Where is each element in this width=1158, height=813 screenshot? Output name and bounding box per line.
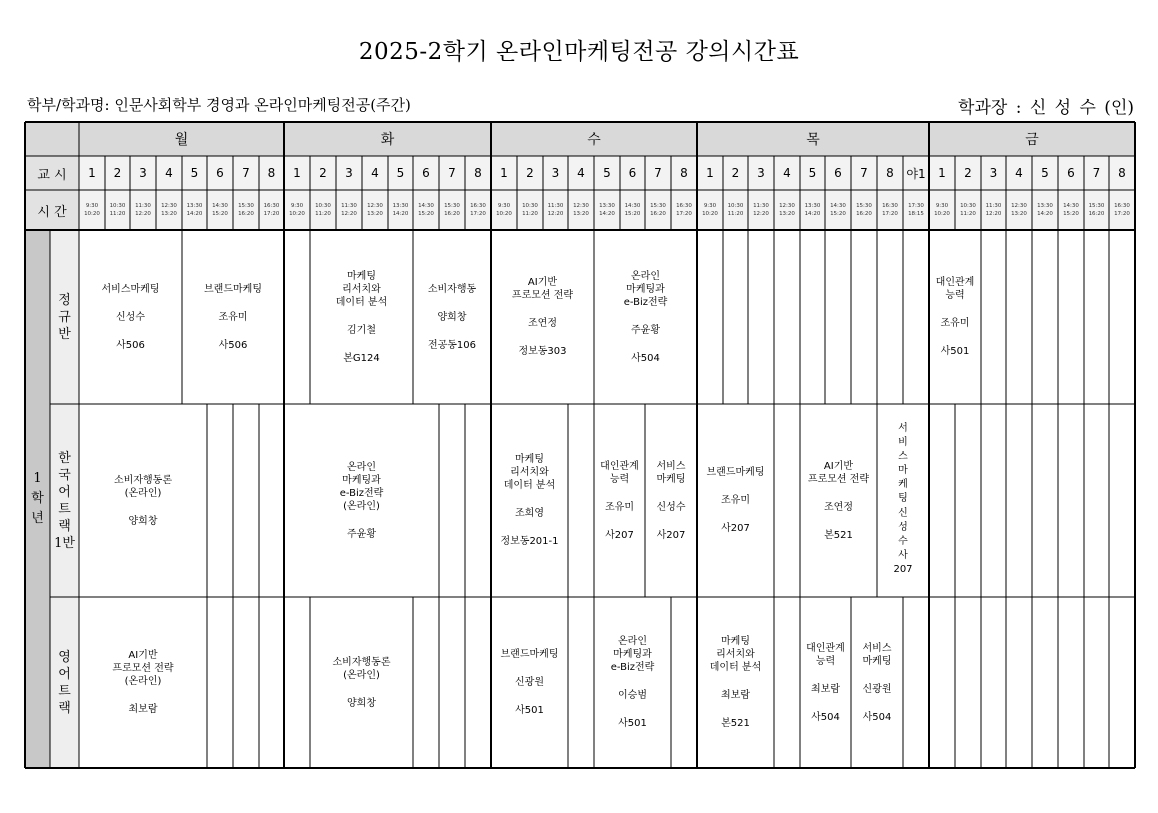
course-vertical-char: 수 bbox=[898, 535, 908, 547]
period-number: 3 bbox=[551, 166, 560, 180]
time-end: 16:20 bbox=[444, 211, 460, 217]
course-name: 온라인 마케팅과 e-Biz전략 (온라인) bbox=[339, 461, 384, 512]
course-name: 마케팅 리서치와 데이터 분석 bbox=[335, 270, 388, 308]
period-number: 4 bbox=[577, 166, 585, 180]
course-instructor: 조희영 bbox=[515, 508, 544, 519]
time-end: 12:20 bbox=[547, 211, 564, 217]
chair-signature: 학과장 : 신 성 수 (인) bbox=[958, 98, 1134, 118]
period-number: 5 bbox=[1041, 166, 1049, 180]
time-start: 16:30 bbox=[470, 203, 486, 209]
course-vertical-char: 케 bbox=[898, 479, 908, 490]
course-name: 브랜드마케팅 bbox=[204, 283, 262, 295]
course-room: 사501 bbox=[940, 346, 970, 357]
department-label: 학부/학과명: 인문사회학부 경영과 온라인마케팅전공(주간) bbox=[27, 96, 411, 114]
time-start: 14:30 bbox=[624, 203, 641, 209]
course-name: 대인관계 능력 bbox=[806, 642, 845, 667]
period-number: 3 bbox=[345, 166, 353, 180]
time-end: 11:20 bbox=[727, 211, 744, 217]
course-name: 대인관계 능력 bbox=[935, 277, 975, 301]
course-name: 서비스 마케팅 bbox=[862, 642, 892, 667]
time-start: 11:30 bbox=[341, 203, 357, 209]
period-number: 야1 bbox=[906, 166, 926, 181]
time-start: 10:30 bbox=[109, 203, 126, 209]
period-number: 6 bbox=[422, 166, 430, 180]
time-start: 13:30 bbox=[804, 203, 821, 209]
course-instructor: 조연정 bbox=[824, 501, 853, 513]
course-room: 정보동303 bbox=[518, 346, 567, 357]
course-name: 온라인 마케팅과 e-Biz전략 bbox=[623, 270, 668, 308]
time-end: 13:20 bbox=[779, 211, 795, 217]
period-number: 3 bbox=[757, 166, 765, 180]
time-start: 9:30 bbox=[497, 203, 511, 209]
course-name: 서비스 마케팅 bbox=[656, 460, 686, 485]
course-name: 브랜드마케팅 bbox=[706, 467, 765, 478]
time-start: 14:30 bbox=[1063, 203, 1079, 209]
time-start: 16:30 bbox=[1114, 203, 1130, 209]
time-start: 13:30 bbox=[1037, 203, 1053, 209]
course-name: AI기반 프로모션 전략 (온라인) bbox=[112, 650, 174, 687]
period-number: 6 bbox=[834, 166, 842, 180]
time-start: 17:30 bbox=[908, 203, 924, 209]
time-start: 9:30 bbox=[703, 203, 717, 209]
course-name: 브랜드마케팅 bbox=[500, 649, 559, 660]
course-vertical-char: 스 bbox=[898, 451, 908, 462]
time-end: 14:20 bbox=[599, 211, 615, 217]
time-start: 16:30 bbox=[263, 203, 280, 209]
time-end: 14:20 bbox=[804, 211, 821, 217]
day-label: 목 bbox=[806, 132, 820, 148]
time-end: 11:20 bbox=[109, 211, 126, 217]
period-number: 7 bbox=[448, 166, 456, 180]
period-number: 6 bbox=[1067, 166, 1075, 180]
course-instructor: 최보람 bbox=[811, 683, 840, 695]
course-instructor: 조유미 bbox=[721, 495, 750, 506]
course-room: 전공동106 bbox=[427, 339, 477, 351]
time-start: 11:30 bbox=[985, 203, 1002, 209]
time-start: 15:30 bbox=[856, 203, 872, 209]
group-text: 정 규 반 bbox=[58, 292, 71, 342]
course-instructor: 주윤황 bbox=[631, 324, 660, 336]
course-room: 사207 bbox=[605, 529, 634, 541]
time-end: 12:20 bbox=[341, 211, 357, 217]
course-instructor: 조연정 bbox=[528, 318, 557, 329]
time-end: 17:20 bbox=[676, 211, 692, 217]
day-label: 금 bbox=[1025, 132, 1039, 148]
time-start: 9:30 bbox=[85, 203, 99, 209]
course-vertical-char: 207 bbox=[893, 564, 913, 575]
course-room: 본G124 bbox=[343, 352, 380, 364]
time-end: 12:20 bbox=[135, 211, 151, 217]
course-room: 본521 bbox=[721, 718, 750, 729]
course-vertical-char: 비 bbox=[898, 437, 908, 448]
course-name: 대인관계 능력 bbox=[600, 460, 639, 485]
time-end: 14:20 bbox=[392, 211, 409, 217]
course-instructor: 신광원 bbox=[862, 683, 892, 695]
time-end: 17:20 bbox=[263, 211, 280, 217]
time-end: 14:20 bbox=[1037, 211, 1053, 217]
time-end: 13:20 bbox=[573, 211, 589, 217]
period-number: 8 bbox=[1118, 166, 1126, 180]
period-number: 2 bbox=[319, 166, 327, 180]
period-number: 7 bbox=[1092, 166, 1101, 180]
time-start: 15:30 bbox=[1088, 203, 1105, 209]
course-vertical-char: 성 bbox=[898, 521, 908, 533]
course-instructor: 김기철 bbox=[347, 324, 376, 336]
time-end: 12:20 bbox=[753, 211, 769, 217]
period-number: 2 bbox=[113, 166, 122, 180]
period-number: 4 bbox=[165, 166, 173, 180]
period-number: 1 bbox=[938, 166, 946, 180]
course-instructor: 주윤황 bbox=[347, 528, 376, 540]
period-number: 7 bbox=[242, 166, 250, 180]
period-number: 8 bbox=[886, 166, 894, 180]
time-start: 12:30 bbox=[367, 203, 383, 209]
time-start: 12:30 bbox=[779, 203, 795, 209]
course-instructor: 조유미 bbox=[218, 311, 248, 323]
period-number: 6 bbox=[216, 166, 224, 180]
time-start: 10:30 bbox=[727, 203, 744, 209]
period-number: 4 bbox=[783, 166, 791, 180]
time-start: 15:30 bbox=[650, 203, 666, 209]
course-instructor: 양희창 bbox=[347, 697, 376, 709]
course-instructor: 신광원 bbox=[515, 677, 544, 688]
time-label-text: 시 간 bbox=[37, 204, 67, 220]
time-end: 12:20 bbox=[985, 211, 1002, 217]
time-end: 13:20 bbox=[161, 211, 177, 217]
time-start: 14:30 bbox=[418, 203, 434, 209]
period-number: 1 bbox=[88, 166, 96, 180]
period-number: 1 bbox=[706, 166, 714, 180]
period-number: 2 bbox=[731, 166, 740, 180]
time-start: 10:30 bbox=[960, 203, 976, 209]
course-vertical-char: 신 bbox=[898, 507, 908, 519]
time-end: 15:20 bbox=[624, 211, 641, 217]
time-end: 16:20 bbox=[1088, 211, 1105, 217]
time-end: 15:20 bbox=[830, 211, 846, 217]
course-instructor: 최보람 bbox=[721, 690, 750, 701]
period-number: 7 bbox=[654, 166, 662, 180]
day-label: 월 bbox=[174, 132, 189, 148]
period-number: 5 bbox=[603, 166, 611, 180]
time-start: 12:30 bbox=[573, 203, 589, 209]
course-name: 소비자행동론 (온라인) bbox=[114, 474, 172, 499]
group-text: 영 어 트 랙 bbox=[58, 649, 71, 716]
period-number: 1 bbox=[500, 166, 508, 180]
course-room: 사506 bbox=[116, 339, 145, 351]
period-number: 5 bbox=[808, 166, 817, 180]
time-end: 15:20 bbox=[212, 211, 228, 217]
period-number: 2 bbox=[964, 166, 972, 180]
group-text: 한 국 어 트 랙 1반 bbox=[54, 450, 75, 551]
time-end: 10:20 bbox=[84, 211, 100, 217]
period-number: 8 bbox=[267, 166, 276, 180]
course-name: AI기반 프로모션 전략 bbox=[511, 277, 574, 301]
time-start: 9:30 bbox=[290, 203, 304, 209]
time-end: 17:20 bbox=[1114, 211, 1130, 217]
course-name: 소비자행동론 (온라인) bbox=[332, 656, 391, 681]
period-number: 3 bbox=[989, 166, 998, 180]
time-end: 17:20 bbox=[470, 211, 486, 217]
time-end: 16:20 bbox=[650, 211, 666, 217]
time-end: 15:20 bbox=[418, 211, 434, 217]
period-number: 1 bbox=[293, 166, 301, 180]
course-instructor: 조유미 bbox=[605, 501, 634, 513]
period-number: 2 bbox=[526, 166, 534, 180]
course-vertical-char: 마 bbox=[898, 465, 908, 476]
course-instructor: 신성수 bbox=[116, 311, 145, 323]
page-title: 2025-2학기 온라인마케팅전공 강의시간표 bbox=[358, 39, 800, 65]
period-number: 7 bbox=[860, 166, 868, 180]
time-end: 11:20 bbox=[315, 211, 331, 217]
course-room: 사501 bbox=[618, 718, 647, 729]
time-end: 10:20 bbox=[496, 211, 512, 217]
course-name: 마케팅 리서치와 데이터 분석 bbox=[503, 454, 556, 491]
time-start: 12:30 bbox=[161, 203, 177, 209]
course-room: 사501 bbox=[515, 705, 544, 716]
time-start: 15:30 bbox=[238, 203, 254, 209]
time-start: 11:30 bbox=[547, 203, 564, 209]
time-end: 13:20 bbox=[367, 211, 383, 217]
time-end: 13:20 bbox=[1011, 211, 1027, 217]
course-room: 사504 bbox=[631, 352, 660, 364]
time-end: 17:20 bbox=[882, 211, 898, 217]
period-number: 5 bbox=[396, 166, 405, 180]
course-instructor: 신성수 bbox=[656, 501, 686, 513]
time-start: 16:30 bbox=[882, 203, 898, 209]
time-start: 14:30 bbox=[212, 203, 228, 209]
course-room: 사504 bbox=[811, 711, 840, 723]
time-end: 10:20 bbox=[934, 211, 950, 217]
time-end: 16:20 bbox=[856, 211, 872, 217]
time-start: 15:30 bbox=[444, 203, 460, 209]
course-room: 사504 bbox=[862, 711, 892, 723]
period-number: 4 bbox=[371, 166, 379, 180]
course-name: 소비자행동 bbox=[427, 283, 477, 295]
course-instructor: 최보람 bbox=[128, 704, 158, 715]
time-start: 12:30 bbox=[1011, 203, 1027, 209]
period-label-text: 교 시 bbox=[37, 167, 67, 183]
time-start: 13:30 bbox=[186, 203, 203, 209]
time-end: 11:20 bbox=[522, 211, 538, 217]
time-end: 16:20 bbox=[238, 211, 254, 217]
time-end: 10:20 bbox=[289, 211, 305, 217]
period-number: 8 bbox=[474, 166, 482, 180]
time-end: 18:15 bbox=[908, 211, 924, 217]
course-instructor: 양희창 bbox=[437, 311, 467, 323]
period-number: 6 bbox=[628, 166, 637, 180]
course-name: 서비스마케팅 bbox=[101, 283, 160, 295]
course-room: 사506 bbox=[218, 339, 248, 351]
day-label: 수 bbox=[587, 132, 601, 148]
time-start: 10:30 bbox=[315, 203, 331, 209]
time-start: 11:30 bbox=[135, 203, 151, 209]
time-end: 15:20 bbox=[1063, 211, 1079, 217]
time-start: 10:30 bbox=[522, 203, 538, 209]
course-room: 사207 bbox=[656, 529, 686, 541]
time-start: 9:30 bbox=[935, 203, 949, 209]
period-number: 4 bbox=[1015, 166, 1023, 180]
time-start: 16:30 bbox=[676, 203, 692, 209]
course-room: 사207 bbox=[721, 523, 750, 534]
period-number: 5 bbox=[190, 166, 199, 180]
course-vertical-char: 사 bbox=[898, 550, 908, 561]
course-room: 본521 bbox=[824, 529, 853, 541]
course-instructor: 양희창 bbox=[128, 515, 158, 527]
course-vertical-char: 팅 bbox=[898, 493, 908, 504]
day-label: 화 bbox=[380, 132, 395, 148]
course-room: 정보동201-1 bbox=[500, 536, 559, 547]
course-name: 마케팅 리서치와 데이터 분석 bbox=[709, 636, 762, 673]
course-name: AI기반 프로모션 전략 bbox=[807, 460, 870, 485]
time-start: 14:30 bbox=[830, 203, 846, 209]
course-instructor: 이승범 bbox=[618, 690, 647, 701]
year-text: 1 학 년 bbox=[31, 471, 44, 526]
time-start: 13:30 bbox=[392, 203, 409, 209]
time-start: 13:30 bbox=[599, 203, 615, 209]
course-vertical-char: 서 bbox=[898, 423, 908, 434]
time-end: 14:20 bbox=[186, 211, 203, 217]
time-end: 11:20 bbox=[960, 211, 976, 217]
time-end: 10:20 bbox=[702, 211, 718, 217]
course-instructor: 조유미 bbox=[940, 318, 970, 329]
time-start: 11:30 bbox=[753, 203, 769, 209]
period-number: 8 bbox=[680, 166, 688, 180]
course-name: 온라인 마케팅과 e-Biz전략 bbox=[610, 636, 655, 673]
period-number: 3 bbox=[139, 166, 147, 180]
